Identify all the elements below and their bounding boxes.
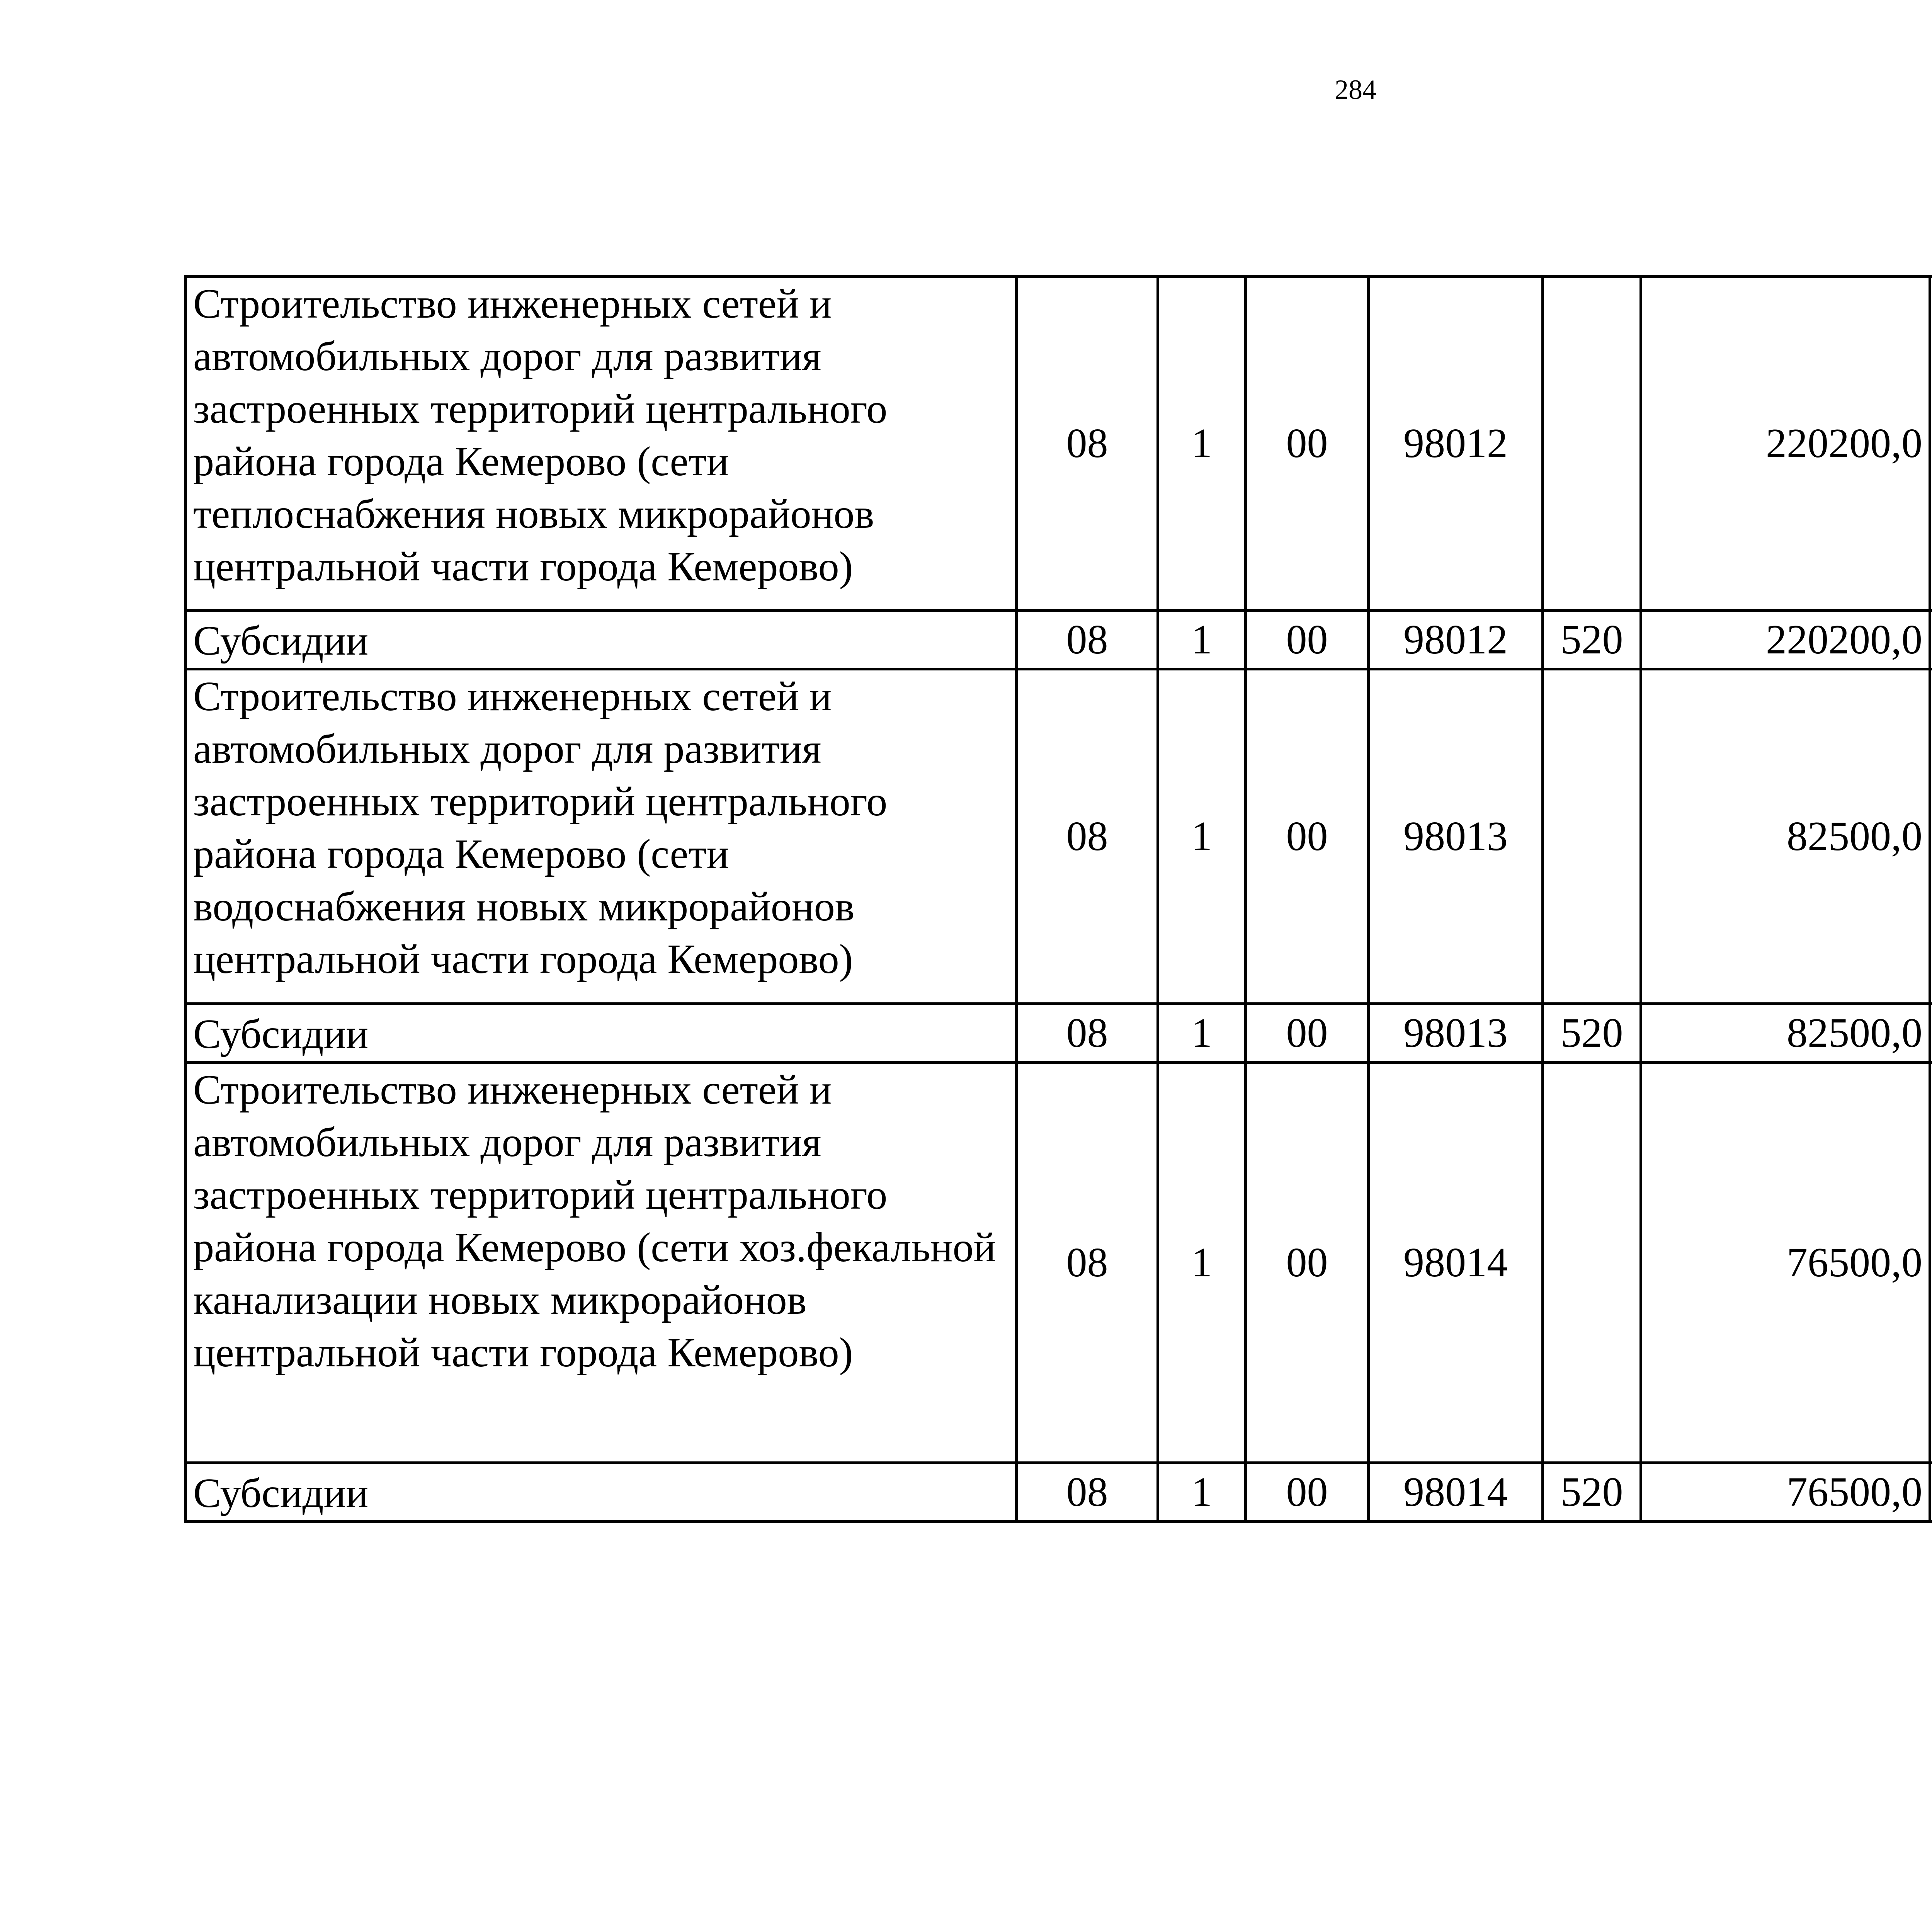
subprogram-code: 00 — [1246, 1063, 1369, 1463]
direction-code: 98013 — [1369, 1004, 1543, 1063]
program-code: 1 — [1158, 277, 1246, 611]
amount-year2 — [1930, 277, 1932, 611]
row-description: Субсидии — [186, 1463, 1017, 1522]
row-description: Строительство инженерных сетей и автомобильных дорог для развития застроенных территорий центрального района города Кемерово (сети теплоснабжения новых микрорайонов центральной части города Кемерово) — [186, 277, 1017, 611]
expense-type-code — [1543, 1063, 1641, 1463]
direction-code: 98012 — [1369, 611, 1543, 669]
table-row — [186, 1063, 1932, 1463]
program-code: 1 — [1158, 1463, 1246, 1522]
program-code: 1 — [1158, 1063, 1246, 1463]
row-description: Субсидии — [186, 611, 1017, 669]
amount-year1: 76500,0 — [1641, 1063, 1930, 1463]
section-code: 08 — [1017, 1463, 1158, 1522]
subprogram-code: 00 — [1246, 669, 1369, 1004]
amount-year2 — [1930, 1463, 1932, 1522]
expense-type-code: 520 — [1543, 1463, 1641, 1522]
expense-type-code — [1543, 669, 1641, 1004]
subprogram-code: 00 — [1246, 1004, 1369, 1063]
direction-code: 98012 — [1369, 277, 1543, 611]
program-code: 1 — [1158, 669, 1246, 1004]
program-code: 1 — [1158, 611, 1246, 669]
expense-type-code — [1543, 277, 1641, 611]
section-code: 08 — [1017, 277, 1158, 611]
subprogram-code: 00 — [1246, 611, 1369, 669]
section-code: 08 — [1017, 611, 1158, 669]
subprogram-code: 00 — [1246, 1463, 1369, 1522]
section-code: 08 — [1017, 1063, 1158, 1463]
amount-year2 — [1930, 669, 1932, 1004]
amount-year2 — [1930, 1063, 1932, 1463]
row-description: Строительство инженерных сетей и автомобильных дорог для развития застроенных территорий центрального района города Кемерово (сети водоснабжения новых микрорайонов центральной части города Кемерово) — [186, 669, 1017, 1004]
direction-code: 98014 — [1369, 1063, 1543, 1463]
table-row — [186, 1463, 1932, 1522]
expense-type-code: 520 — [1543, 611, 1641, 669]
amount-year2 — [1930, 1004, 1932, 1063]
row-description: Субсидии — [186, 1004, 1017, 1063]
program-code: 1 — [1158, 1004, 1246, 1063]
table-row — [186, 277, 1932, 611]
direction-code: 98013 — [1369, 669, 1543, 1004]
amount-year1: 220200,0 — [1641, 611, 1930, 669]
amount-year1: 76500,0 — [1641, 1463, 1930, 1522]
page-number: 284 — [1335, 74, 1376, 105]
subprogram-code: 00 — [1246, 277, 1369, 611]
table-row — [186, 611, 1932, 669]
expense-type-code: 520 — [1543, 1004, 1641, 1063]
table-row — [186, 1004, 1932, 1063]
budget-table — [184, 275, 1932, 1523]
row-description: Строительство инженерных сетей и автомобильных дорог для развития застроенных территорий центрального района города Кемерово (сети хоз.фекальной канализации новых микрорайонов центральной части города Кемерово) — [186, 1063, 1017, 1463]
amount-year2 — [1930, 611, 1932, 669]
amount-year1: 220200,0 — [1641, 277, 1930, 611]
section-code: 08 — [1017, 1004, 1158, 1063]
amount-year1: 82500,0 — [1641, 669, 1930, 1004]
amount-year1: 82500,0 — [1641, 1004, 1930, 1063]
section-code: 08 — [1017, 669, 1158, 1004]
table-row — [186, 669, 1932, 1004]
direction-code: 98014 — [1369, 1463, 1543, 1522]
